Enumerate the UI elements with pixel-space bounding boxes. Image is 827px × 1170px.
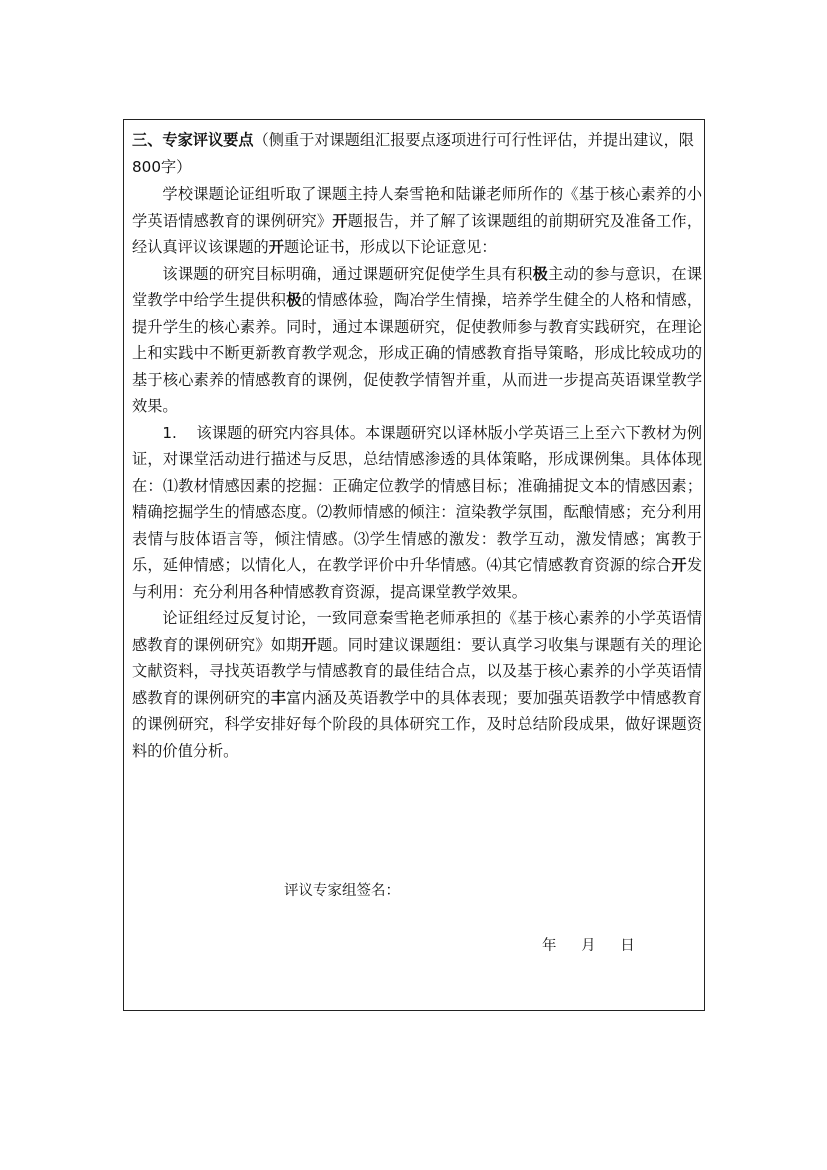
text-run: 该课题的研究内容具体。本课题研究以译林版小学英语三上至六下教材为例证，对课堂活动进行描述与反思，总结情感渗透的具体策略，形成课例集。具体体现在：⑴教材情感因素的挖掘：正确定位教学的情感目标；准确捕捉文本的情感因素；精确挖掘学生的情感态度。⑵教师情感的倾注：渲染教学氛围，酝酿情感；充分利用表情与肢体语言等，倾注情感。⑶学生情感的激发：教学互动，激发情感；寓教于乐，延伸情感；以情化人，在教学评价中升华情感。⑷其它情感教育资源的综合 <box>132 423 702 574</box>
date-day: 日 <box>620 938 635 954</box>
list-number: 1. <box>162 423 177 442</box>
text-run: 题论证书，形成以下论证意见： <box>283 238 497 256</box>
paragraph-conclusion <box>132 605 702 764</box>
text-run: 的情感体验，陶冶学生情操，培养学生健全的人格和情感，提升学生的核心素养。同时，通过本课题研究，促使教师参与教育实践研究，在理论上和实践中不断更新教育教学观念，形成正确的情感教育指导策略，形成比较成功的基于核心素养的情感教育的课例，促使教学情智并重，从而进一步提高英语课堂教学效果。 <box>132 291 703 415</box>
bold-run: 开 <box>671 556 687 574</box>
section-heading <box>132 127 702 180</box>
text-run: 富内涵及英语教学中的具体表现；要加强英语教学中情感教育的课例研究，科学安排好每个阶段的具体研究工作，及时总结阶段成果，做好课题资料的价值分析。 <box>132 688 703 760</box>
text-run: 学校课题论证组听取了课题主持人秦雪艳和陆谦老师所作的《基于核心素养的小学英语情感教育的课例研究》 <box>132 185 702 230</box>
date-month: 月 <box>581 938 596 954</box>
review-content <box>132 127 702 764</box>
text-run: 该课题的研究目标明确，通过课题研究促使学生具有积 <box>162 264 533 283</box>
bold-run: 开 <box>301 635 317 654</box>
date-line <box>542 934 655 955</box>
section-note: （侧重于对课题组汇报要点逐项进行可行性评估，并提出建议，限 800字） <box>132 131 694 176</box>
bold-run: 丰 <box>270 688 287 707</box>
text-run: 主动的参与意识，在课堂教学中给学生提供积 <box>132 264 703 309</box>
paragraph-content <box>132 420 702 606</box>
paragraph-intro <box>132 181 702 261</box>
text-run: 论证组经过反复讨论，一致同意秦雪艳老师承担的《基于核心素养的小学英语情感教育的课例研究》如期 <box>132 609 702 654</box>
bold-run: 开 <box>268 238 284 256</box>
date-year: 年 <box>542 938 557 954</box>
bold-run: 开 <box>332 211 348 230</box>
text-run: 题。同时建议课题组：要认真学习收集与课题有关的理论文献资料，寻找英语教学与情感教育的最佳结合点，以及基于核心素养的小学英语情感教育的课例研究的 <box>132 635 703 707</box>
text-run: 题报告，并了解了该课题组的前期研究及准备工作，经认真评议该课题的 <box>132 211 703 256</box>
section-title: 三、专家评议要点 <box>132 131 254 149</box>
bold-run: 极 <box>286 291 302 309</box>
text-run: 发与利用：充分利用各种情感教育资源，提高课堂教学效果。 <box>132 556 703 601</box>
expert-review-box <box>123 119 705 1011</box>
bold-run: 极 <box>532 264 549 283</box>
signature-label: 评议专家组签名： <box>284 883 400 899</box>
paragraph-goals <box>132 261 702 420</box>
